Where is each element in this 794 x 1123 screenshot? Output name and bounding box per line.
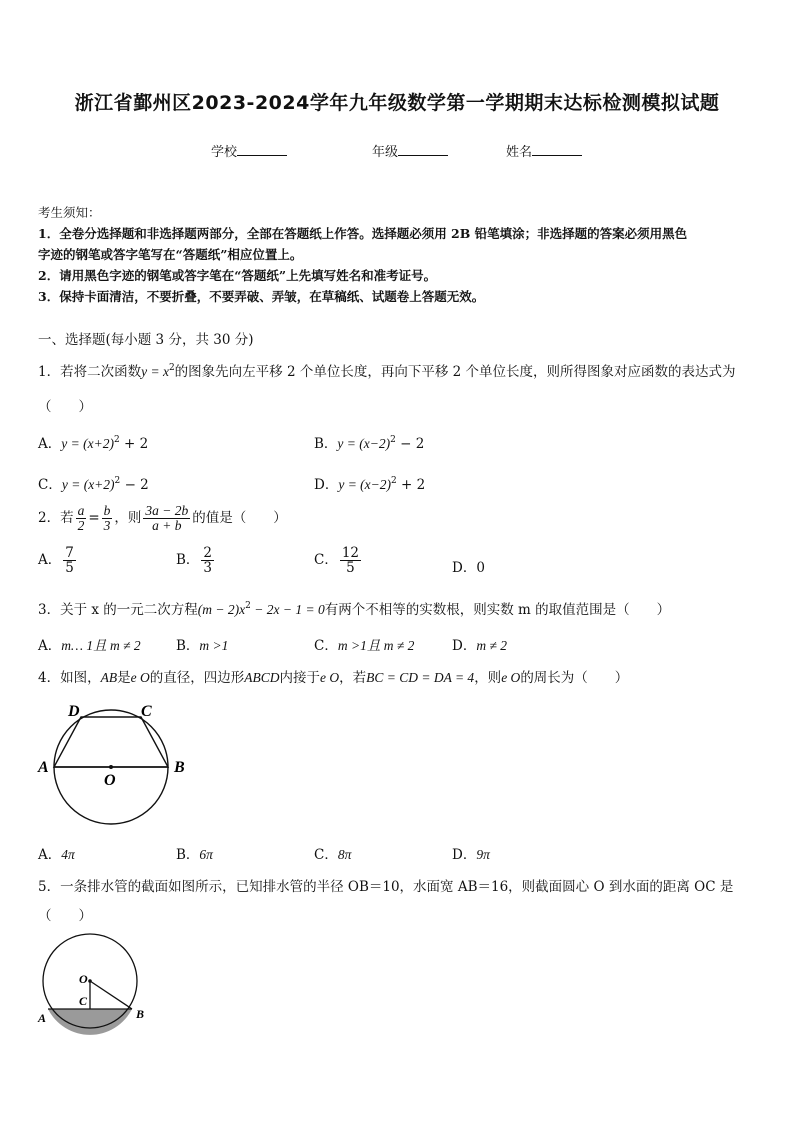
q1-b-exp: 2	[390, 435, 396, 445]
notice-item-1a: 1．全卷分选择题和非选择题两部分，全部在答题纸上作答。选择题必须用 2B 铅笔填涂；非选择题的答案必须用黑色	[38, 226, 688, 241]
grade-field[interactable]	[372, 141, 448, 160]
question-5: 5．一条排水管的截面如图所示，已知排水管的半径 OB＝10，水面宽 AB＝16，则截面圆心 O 到水面的距离 OC 是	[38, 879, 734, 895]
q1-option-c[interactable]	[38, 473, 149, 493]
q3-text-a: 3．关于 x 的一元二次方程	[38, 602, 198, 618]
q2-option-d[interactable]	[452, 556, 485, 576]
q3-c-letter: C．	[314, 638, 338, 654]
q1-c-expr: y = (x+2)	[61, 477, 115, 492]
q3-option-c[interactable]	[314, 634, 414, 654]
q4-option-c[interactable]	[314, 843, 351, 863]
q1-d-expr: y = (x−2)	[338, 477, 392, 492]
q2-a-den: 5	[65, 560, 74, 577]
q4-label-a: A	[38, 759, 49, 776]
q4-label-c: C	[141, 703, 152, 720]
q4-text-e: ，若	[339, 670, 367, 686]
q4-c-text: 8π	[337, 847, 352, 862]
q1-c-exp: 2	[114, 476, 121, 486]
q4-option-b[interactable]	[176, 843, 213, 863]
q4-option-a[interactable]	[38, 843, 75, 863]
q1-option-d[interactable]	[314, 473, 425, 493]
q4-condition: BC = CD = DA = 4	[366, 670, 475, 685]
q2-a-frac	[63, 546, 76, 575]
q1-option-a[interactable]	[38, 432, 148, 452]
question-1	[38, 360, 736, 380]
q3-option-a[interactable]	[38, 634, 141, 654]
q3-a-letter: A．	[38, 638, 62, 654]
q4-a-text: 4π	[61, 847, 75, 862]
q4-ab: AB	[100, 670, 118, 685]
q1-function: y = x	[141, 364, 169, 379]
q4-text-f: ，则	[474, 670, 502, 686]
q1-option-b[interactable]	[314, 432, 424, 452]
q2-frac-b-den: 3	[103, 518, 111, 534]
school-label: 学校	[211, 145, 238, 160]
q2-expr-den: a + b	[152, 518, 182, 534]
q1-c-tail: − 2	[120, 477, 149, 493]
q4-circle-2: e O	[319, 670, 340, 685]
q3-a-text: m… 1且 m ≠ 2	[61, 638, 141, 653]
q3-exp: 2	[245, 601, 251, 611]
q5-water-segment	[48, 1009, 132, 1035]
name-field[interactable]	[506, 141, 582, 160]
q5-label-a: A	[38, 1011, 47, 1025]
q2-c-num: 12	[341, 545, 360, 561]
page-title: 浙江省鄞州区2023-2024学年九年级数学第一学期期末达标检测模拟试题	[74, 92, 720, 114]
q1-b-tail: − 2	[395, 436, 425, 452]
q5-figure	[36, 925, 156, 1035]
question-2: 2．若 $\frac{a}{2}$ = $\frac{b}{3}$ ，则 $\frac{3a - 2b}{a + b}$ 的值是（ ）	[38, 503, 287, 534]
q3-b-letter: B．	[176, 638, 200, 654]
q2-frac-b3	[102, 504, 113, 533]
q2-frac-expr	[143, 504, 190, 533]
notice-item-1b: 字迹的钢笔或答字笔写在“答题纸”相应位置上。	[38, 247, 303, 262]
q2-frac-b-num: b	[103, 503, 111, 518]
school-blank[interactable]	[237, 143, 287, 156]
q4-label-d: D	[68, 703, 80, 720]
q1-paren: （ ）	[38, 399, 92, 415]
q2-a-num: 7	[65, 545, 74, 561]
q2-b-den: 3	[203, 560, 213, 577]
q4-text-c: 的直径，四边形	[149, 670, 245, 686]
q4-circle-1: e O	[130, 670, 150, 685]
q4-text-g: 的周长为（ ）	[520, 670, 629, 686]
q1-a-letter: A．	[38, 436, 62, 452]
q4-label-o: O	[104, 772, 116, 789]
q1-a-expr: y = (x+2)	[61, 436, 114, 451]
q4-option-d[interactable]	[452, 843, 490, 863]
q4-text-a: 4．如图，	[38, 670, 101, 686]
q4-text-d: 内接于	[279, 670, 320, 686]
q4-d-letter: D．	[452, 847, 477, 863]
q4-text-b: 是	[117, 670, 131, 686]
q4-c-letter: C．	[314, 847, 338, 863]
q3-option-b[interactable]	[176, 634, 228, 654]
q1-b-expr: y = (x−2)	[337, 436, 391, 451]
q4-circle-3: e O	[501, 670, 521, 685]
section-heading: 一、选择题(每小题 3 分，共 30 分)	[38, 332, 254, 348]
q5-paren: （ ）	[38, 908, 92, 924]
q2-b-num: 2	[203, 545, 213, 561]
q2-option-b[interactable]	[176, 546, 216, 575]
q2-text-a: 2．若	[38, 510, 74, 527]
q3-b-text: m >1	[199, 638, 229, 653]
q3-eq-b: − 2x − 1 = 0	[250, 602, 325, 617]
q4-a-letter: A．	[38, 847, 62, 863]
q4-center-dot	[109, 765, 113, 769]
q1-d-exp: 2	[391, 476, 397, 486]
q1-d-tail: + 2	[396, 477, 426, 493]
q3-text-b: 有两个不相等的实数根，则实数 m 的取值范围是（ ）	[324, 602, 671, 618]
name-blank[interactable]	[532, 143, 582, 156]
q2-c-letter: C．	[314, 552, 338, 569]
q1-a-exp: 2	[113, 435, 120, 445]
q2-c-frac	[340, 546, 361, 575]
grade-blank[interactable]	[398, 143, 448, 156]
q1-b-letter: B．	[314, 436, 338, 452]
q2-b-frac	[201, 546, 214, 575]
school-field[interactable]	[211, 141, 287, 160]
q3-c-text: m >1且 m ≠ 2	[337, 638, 415, 653]
q4-quadrilateral	[54, 717, 168, 767]
question-4	[38, 666, 628, 686]
q2-a-letter: A．	[38, 552, 62, 569]
q2-text-c: 的值是（ ）	[192, 510, 287, 527]
q5-center-dot	[88, 979, 92, 983]
q4-b-letter: B．	[176, 847, 200, 863]
q1-exp: 2	[168, 363, 175, 373]
q1-d-letter: D．	[314, 477, 339, 493]
q5-label-o: O	[79, 972, 88, 986]
question-3	[38, 598, 670, 618]
q1-text-b: 的图象先向左平移 2 个单位长度，再向下平移 2 个单位长度，则所得图象对应函数的表达式为	[174, 364, 736, 380]
notice-item-3: 3．保持卡面清洁，不要折叠，不要弄破、弄皱，在草稿纸、试题卷上答题无效。	[38, 289, 485, 304]
q5-label-c: C	[79, 994, 88, 1008]
q4-label-b: B	[174, 759, 185, 776]
q2-text-b: ，则	[114, 510, 142, 527]
name-label: 姓名	[506, 145, 533, 160]
grade-label: 年级	[372, 145, 399, 160]
q3-d-text: m ≠ 2	[476, 638, 507, 653]
q1-c-letter: C．	[38, 477, 62, 493]
q2-d-value: 0	[476, 560, 485, 576]
notice-heading: 考生须知：	[38, 205, 101, 220]
q4-b-text: 6π	[199, 847, 213, 862]
q1-a-tail: + 2	[119, 436, 149, 452]
q4-abcd: ABCD	[244, 670, 280, 685]
q2-b-letter: B．	[176, 552, 200, 569]
q2-frac-a-den: 2	[77, 518, 85, 534]
q2-frac-a2	[76, 504, 87, 533]
notice-item-2: 2．请用黑色字迹的钢笔或答字笔在“答题纸”上先填写姓名和准考证号。	[38, 268, 437, 283]
q2-expr-num: 3a − 2b	[145, 503, 189, 518]
q4-d-text: 9π	[476, 847, 490, 862]
q5-label-b: B	[136, 1007, 145, 1021]
q3-eq-a: (m − 2)x	[197, 602, 246, 617]
q3-option-d[interactable]	[452, 634, 507, 654]
q2-c-den: 5	[346, 560, 355, 577]
q5-ob-line	[90, 981, 132, 1009]
q2-d-letter: D．	[452, 560, 477, 576]
q2-option-a[interactable]	[38, 546, 78, 575]
q1-text-a: 1．若将二次函数	[38, 364, 142, 380]
q4-figure	[36, 700, 196, 825]
q3-d-letter: D．	[452, 638, 477, 654]
q2-option-c[interactable]	[314, 546, 363, 575]
q2-frac-a-num: a	[77, 503, 85, 518]
